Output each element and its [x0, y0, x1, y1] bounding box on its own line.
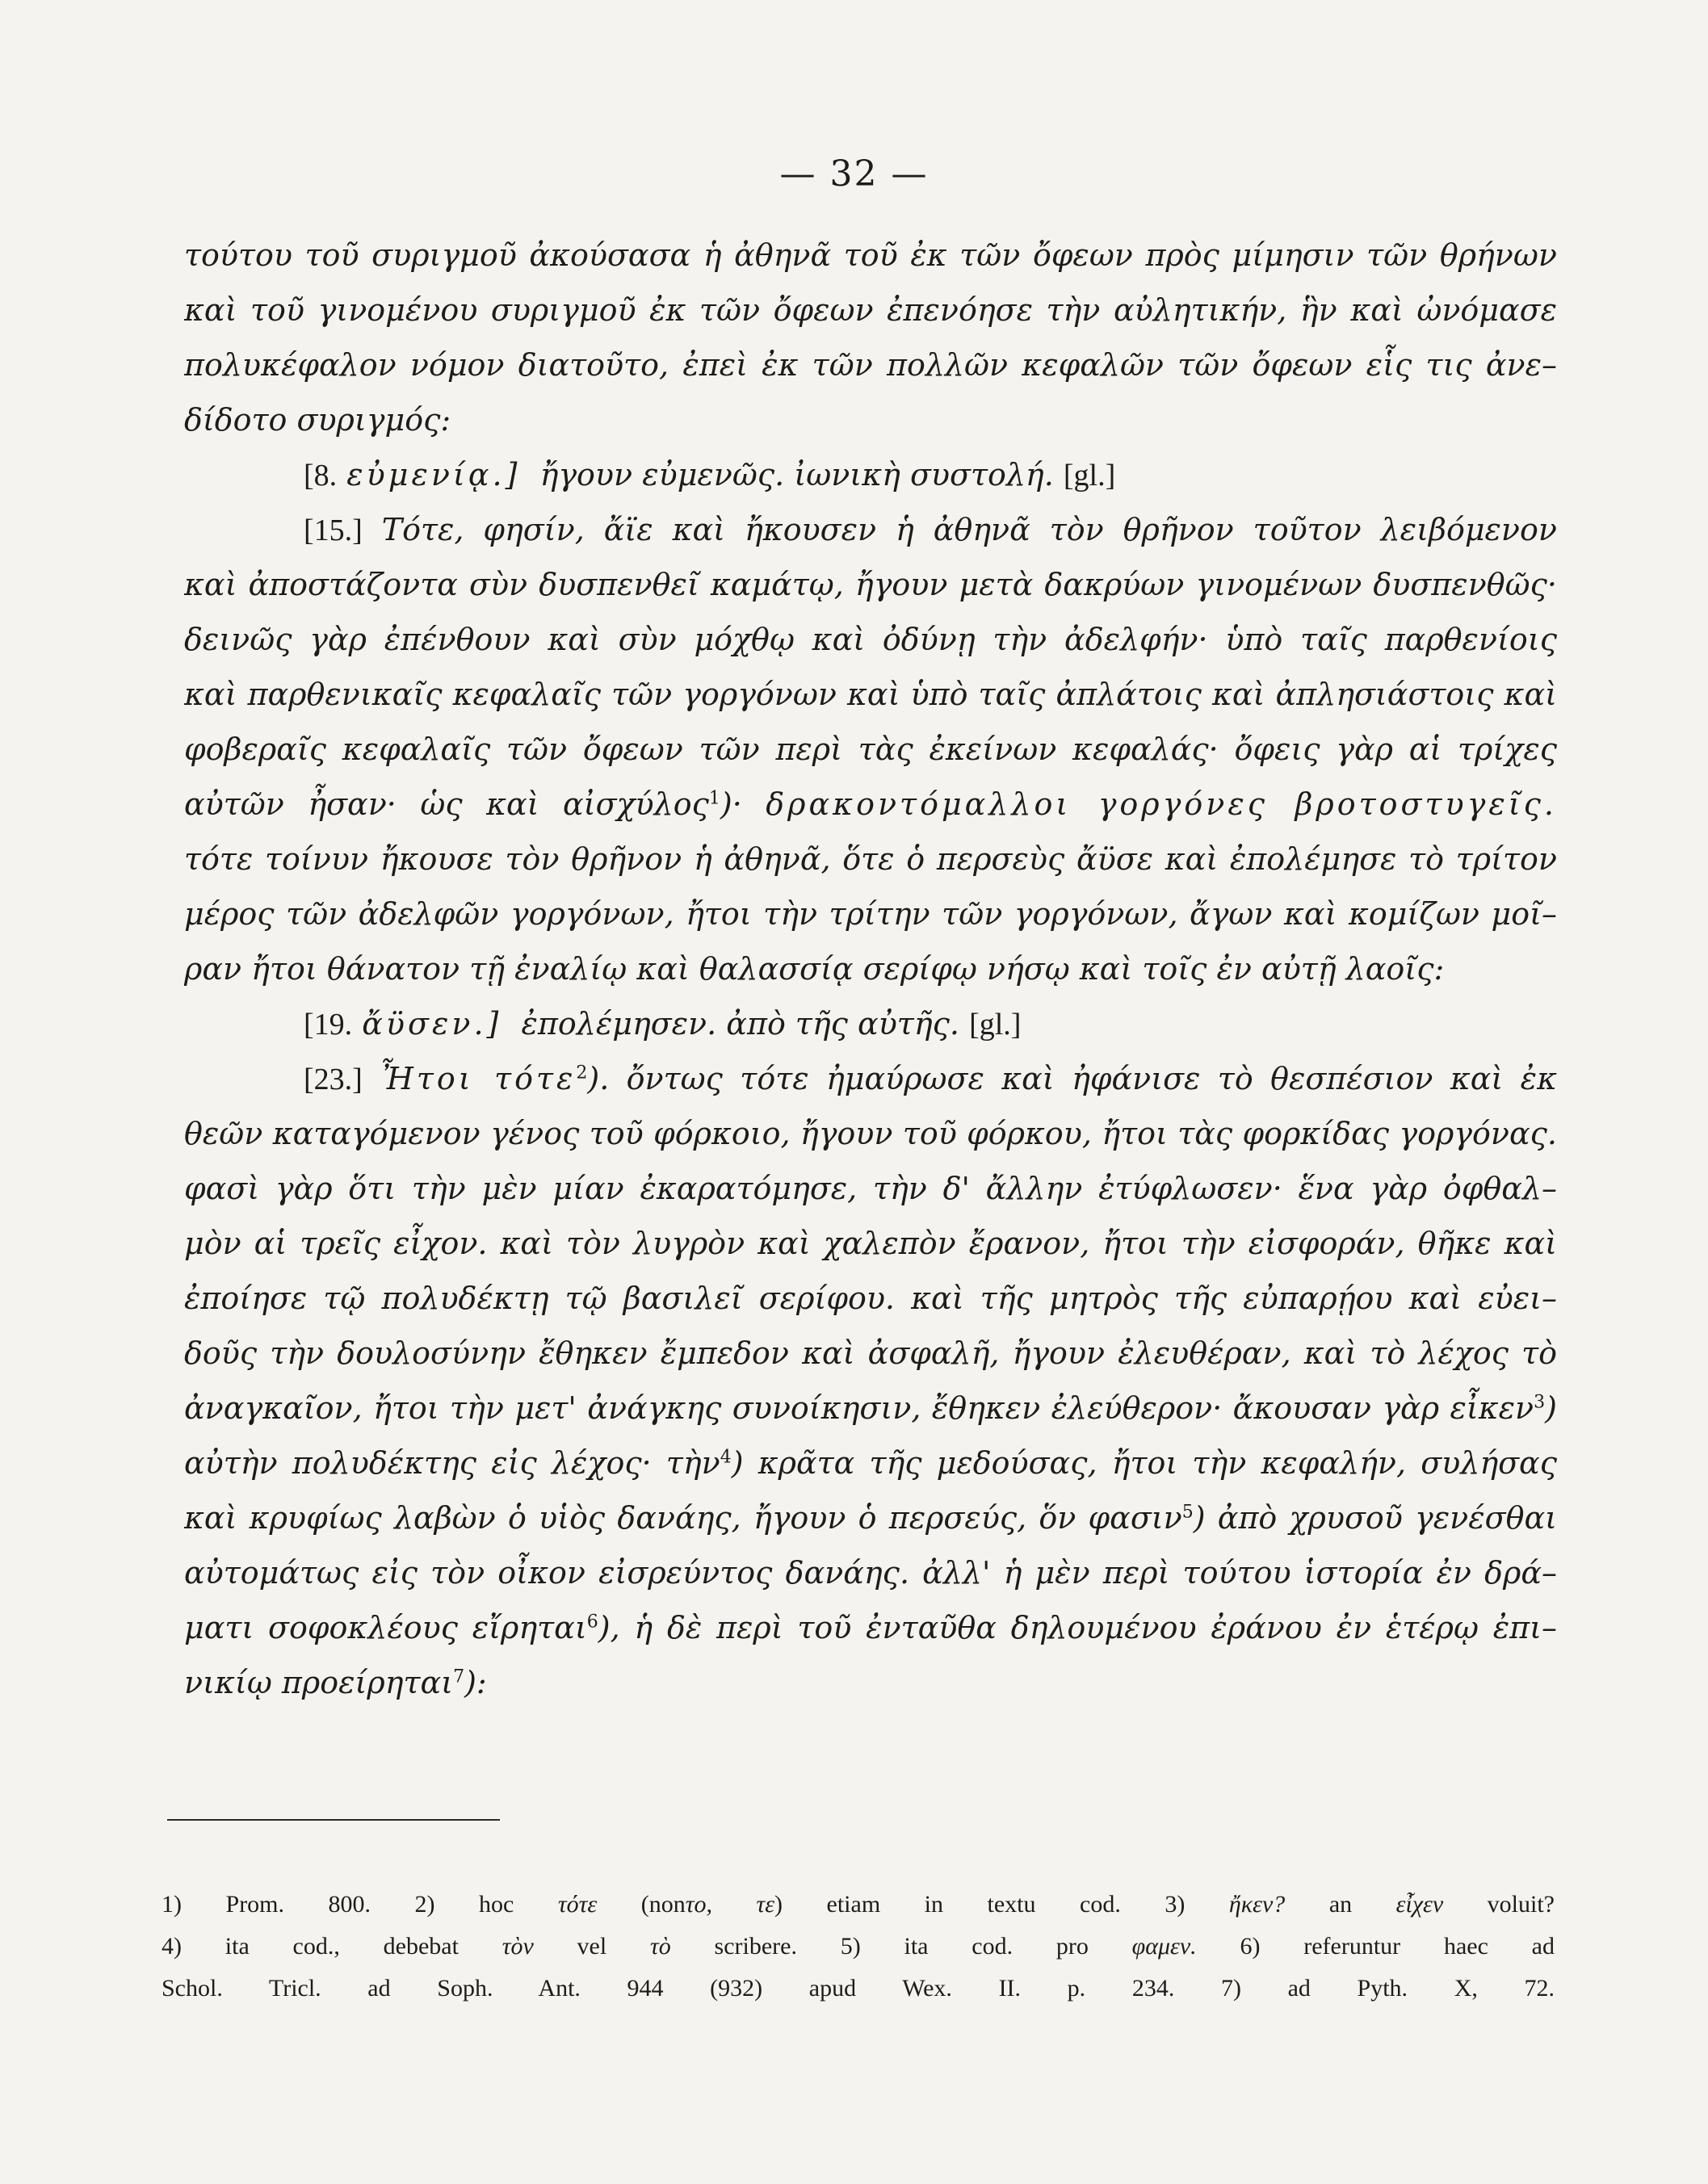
gloss-line-8 — [184, 447, 1557, 502]
scholion-23 — [184, 1051, 1557, 1106]
text-span: )· — [720, 786, 742, 822]
text-line: φασὶ γὰρ ὅτι τὴν μὲν μίαν ἐκαρατόμησε, τὴν δ' ἄλλην ἐτύφλωσεν· ἕνα γὰρ ὀφθαλ– — [184, 1171, 1557, 1206]
text-span: νικίῳ προείρηται — [184, 1665, 454, 1700]
scholion-text: ). ὄντως τότε ἠμαύρωσε καὶ ἠφάνισε τὸ θεσπέσιον καὶ ἐκ — [587, 1061, 1557, 1096]
text-line — [184, 1490, 1557, 1545]
footnote-5: 5) ita cod. pro φαμεν. — [840, 1933, 1197, 1960]
scholion-15 — [184, 502, 1557, 557]
text-line — [184, 1381, 1557, 1436]
gloss-text: ἐπολέμησεν. ἀπὸ τῆς αὐτῆς. — [521, 1006, 959, 1042]
footnote-ref-2: 2 — [576, 1063, 588, 1084]
text-span: ἀναγκαῖον, ἤτοι τὴν μετ' ἀνάγκης συνοίκησιν, ἔθηκεν ἐλεύθερον· ἄκουσαν γὰρ εἶκεν — [184, 1390, 1534, 1426]
main-text — [184, 228, 1557, 1710]
footnote-3: 3) ἤκεν? an εἶχεν voluit? — [1165, 1891, 1555, 1918]
text-line: τούτου τοῦ συριγμοῦ ἀκούσασα ἡ ἀθηνᾶ τοῦ ἐκ τῶν ὄφεων πρὸς μίμησιν τῶν θρήνων — [184, 237, 1557, 273]
footnote-6-cont: Schol. Tricl. ad Soph. Ant. 944 (932) apud Wex. II. p. 234. — [162, 1975, 1175, 2002]
verse-ref: [15.] — [304, 514, 363, 547]
text-line — [184, 1436, 1557, 1490]
text-line: ἐποίησε τῷ πολυδέκτῃ τῷ βασιλεῖ σερίφου. καὶ τῆς μητρὸς τῆς εὐπαρῄου καὶ εὐει– — [184, 1281, 1557, 1316]
footnotes — [162, 1884, 1555, 2010]
text-line: μέρος τῶν ἀδελφῶν γοργόνων, ἤτοι τὴν τρίτην τῶν γοργόνων, ἄγων καὶ κομίζων μοῖ– — [184, 896, 1557, 932]
footnote-1: 1) Prom. 800. — [162, 1891, 371, 1918]
text-line: θεῶν καταγόμενον γένος τοῦ φόρκοιο, ἤγουν τοῦ φόρκου, ἤτοι τὰς φορκίδας γοργόνας. — [184, 1116, 1557, 1151]
footnote-ref-5: 5 — [1181, 1502, 1194, 1523]
footnote-line — [162, 1968, 1555, 2010]
text-span: ματι σοφοκλέους εἴρηται — [184, 1610, 587, 1645]
text-line: καὶ ἀποστάζοντα σὺν δυσπενθεῖ καμάτῳ, ἤγουν μετὰ δακρύων γινομένων δυσπενθῶς· — [184, 567, 1557, 602]
text-span: καὶ κρυφίως λαβὼν ὁ υἱὸς δανάης, ἤγουν ὁ περσεύς, ὅν φασιν — [184, 1500, 1182, 1536]
footnote-ref-3: 3 — [1534, 1392, 1546, 1413]
text-line: ραν ἤτοι θάνατον τῇ ἐναλίῳ καὶ θαλασσίᾳ σερίφῳ νήσῳ καὶ τοῖς ἐν αὐτῇ λαοῖς: — [184, 951, 1445, 987]
text-span: ) κρᾶτα τῆς μεδούσας, ἤτοι τὴν κεφαλήν, συλήσας — [731, 1445, 1557, 1481]
text-span: ) — [1545, 1390, 1557, 1426]
text-line: τότε τοίνυν ἤκουσε τὸν θρῆνον ἡ ἀθηνᾶ, ὅτε ὁ περσεὺς ἄϋσε καὶ ἐπολέμησε τὸ τρίτον — [184, 841, 1557, 877]
verse-ref: [23.] — [304, 1063, 363, 1096]
footnote-7: 7) ad Pyth. X, 72. — [1220, 1975, 1555, 2002]
text-line: δοῦς τὴν δουλοσύνην ἔθηκεν ἔμπεδον καὶ ἀσφαλῆ, ἤγουν ἐλευθέραν, καὶ τὸ λέχος τὸ — [184, 1335, 1557, 1371]
page-number: — 32 — — [779, 153, 929, 195]
footnote-6: 6) referuntur haec ad — [1240, 1933, 1555, 1960]
verse-ref: [19. — [304, 1008, 353, 1042]
footnote-line — [162, 1926, 1555, 1968]
text-line — [184, 1655, 1557, 1710]
lemma: ἄϋσεν.] — [362, 1006, 502, 1042]
text-span: αὐτῶν ἦσαν· ὡς καὶ αἰσχύλος — [184, 786, 709, 822]
text-line: αὐτομάτως εἰς τὸν οἶκον εἰσρεύντος δανάης. ἀλλ' ἡ μὲν περὶ τούτου ἱστορία ἐν δρά– — [184, 1555, 1557, 1591]
text-line: δίδοτο συριγμός: — [184, 402, 451, 438]
text-line: δεινῶς γὰρ ἐπένθουν καὶ σὺν μόχθῳ καὶ ὀδύνῃ τὴν ἀδελφήν· ὑπὸ ταῖς παρθενίοις — [184, 622, 1557, 657]
text-line: φοβεραῖς κεφαλαῖς τῶν ὄφεων τῶν περὶ τὰς ἐκείνων κεφαλάς· ὄφεις γὰρ αἱ τρίχες — [184, 731, 1557, 767]
footnote-ref-7: 7 — [453, 1666, 465, 1687]
text-span: ), ἡ δὲ περὶ τοῦ ἐνταῦθα δηλουμένου ἐράνου ἐν ἑτέρῳ ἐπι– — [598, 1610, 1557, 1645]
gloss-text: ἤγουν εὐμενῶς. ἰωνικὴ συστολή. — [539, 457, 1054, 493]
scholion-text: Τότε, φησίν, ἄϊε καὶ ἤκουσεν ἡ ἀθηνᾶ τὸν θρῆνον τοῦτον λειβόμενον — [381, 512, 1557, 547]
text-line — [184, 1600, 1557, 1655]
footnote-ref-4: 4 — [720, 1447, 732, 1468]
lemma: εὐμενίᾳ.] — [346, 457, 521, 493]
text-span: ): — [464, 1665, 487, 1700]
footnote-2: 2) hoc τότε (nonτο, τε) etiam in textu cod. — [414, 1891, 1121, 1918]
text-line: πολυκέφαλον νόμον διατοῦτο, ἐπεὶ ἐκ τῶν πολλῶν κεφαλῶν τῶν ὄφεων εἷς τις ἀνε– — [184, 347, 1557, 383]
footnote-ref-6: 6 — [586, 1612, 598, 1633]
footnote-4: 4) ita cod., debebat τὸν vel τὸ scribere. — [162, 1933, 797, 1960]
text-line: μὸν αἱ τρεῖς εἶχον. καὶ τὸν λυγρὸν καὶ χαλεπὸν ἔρανον, ἤτοι τὴν εἰσφοράν, θῆκε καὶ — [184, 1226, 1557, 1261]
footnote-line — [162, 1884, 1555, 1926]
verse-ref: [8. — [304, 459, 338, 493]
footnote-divider — [167, 1819, 500, 1821]
quotation: δρακοντόμαλλοι γοργόνες βροτοστυγεῖς. — [766, 786, 1557, 822]
text-span: ) ἀπὸ χρυσοῦ γενέσθαι — [1193, 1500, 1557, 1536]
text-line: καὶ τοῦ γινομένου συριγμοῦ ἐκ τῶν ὄφεων ἐπενόησε τὴν αὐλητικήν, ἣν καὶ ὠνόμασε — [184, 292, 1557, 328]
lemma: Ἦτοι τότε — [380, 1061, 577, 1096]
text-line: καὶ παρθενικαῖς κεφαλαῖς τῶν γοργόνων καὶ ὑπὸ ταῖς ἀπλάτοις καὶ ἀπλησιάστοις καὶ — [184, 677, 1557, 712]
gloss-line-19 — [184, 996, 1557, 1051]
text-span: αὐτὴν πολυδέκτης εἰς λέχος· τὴν — [184, 1445, 720, 1481]
gloss-marker: [gl.] — [969, 1008, 1022, 1042]
text-line-quotation — [184, 777, 1557, 832]
gloss-marker: [gl.] — [1063, 459, 1116, 493]
footnote-ref-1: 1 — [708, 788, 720, 809]
